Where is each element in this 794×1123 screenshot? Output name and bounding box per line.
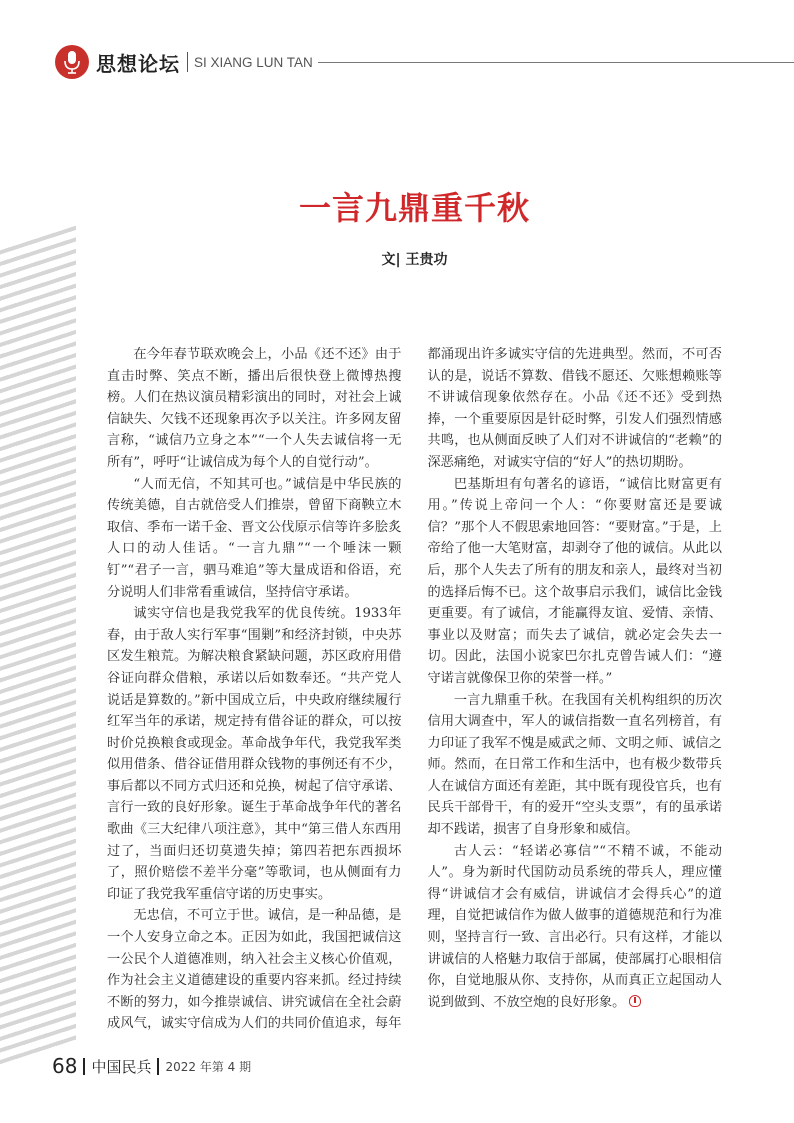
page-footer <box>52 1054 251 1078</box>
article-body <box>107 344 722 1035</box>
article-title: 一言九鼎重千秋 <box>298 189 530 227</box>
paragraph: “人而无信，不知其可也。”诚信是中华民族的传统美德，自古就倍受人们推崇，曾留下商鞅立木取信、季布一诺千金、晋文公伐原示信等许多脍炙人口的动人佳话。“一言九鼎”“一个唾沫一颗钉”“君子一言，驷马难追”等大量成语和俗语，充分说明人们非常看重诚信，坚持信守承诺。 <box>107 476 402 600</box>
article-byline: 文| 王贵功 <box>381 252 448 268</box>
microphone-icon <box>55 45 89 79</box>
paragraph: 在今年春节联欢晚会上，小品《还不还》由于直击时弊、笑点不断，播出后很快登上微博热搜榜。人们在热议演员精彩演出的同时，对社会上诚信缺失、欠钱不还现象再次予以关注。许多网友留言称，“诚信乃立身之本”“一个人失去诚信将一无所有”，呼吁“让诚信成为每个人的自觉行动”。 <box>107 347 402 470</box>
issue-number: 2022 年第 4 期 <box>165 1059 252 1074</box>
page-number: 68 <box>52 1054 78 1078</box>
divider <box>157 1058 159 1075</box>
paragraph: 巴基斯坦有句著名的谚语，“诚信比财富更有用。”传说上帝问一个人：“你要财富还是要诚信？”那个人不假思索地回答：“要财富。”于是，上帝给了他一大笔财富，却剥夺了他的诚信。从此以后，那个人失去了所有的朋友和亲人，最终对当初的选择后悔不已。这个故事启示我们，诚信比金钱更重要。有了诚信，才能赢得友谊、爱情、亲情、事业以及财富；而失去了诚信，就必定会失去一切。因此，法国小说家巴尔扎克曾告诫人们：“遵守诺言就像保卫你的荣誉一样。” <box>427 476 722 686</box>
divider <box>83 1058 85 1075</box>
magazine-name: 中国民兵 <box>91 1057 152 1076</box>
paragraph: 无忠信，不可立于世。诚信，是一种品德，是一个人安身立命之本。正因为如此，我国把诚信这一公民个人道德准则，纳入社会主义核心价值观，作为社会主义道德建设的重要内容来抓。经过持续不断的努力，如今推崇诚信、讲究诚信在全社会蔚成风气，诚实守信成为人们的共同价值追求，每年都涌现出许多诚实守信的先进典型。然而，不可否认的是，说话不算数、借钱不愿还、欠账想赖账等不讲诚信现象依然存在。小品《还不还》受到热捧，一个重要原因是针砭时弊，引发人们强烈情感共鸣，也从侧面反映了人们对不讲诚信的“老赖”的深恶痛绝，对诚实守信的“好人”的热切期盼。 <box>107 347 722 1032</box>
paragraph: 一言九鼎重千秋。在我国有关机构组织的历次信用大调查中，军人的诚信指数一直名列榜首，有力印证了我军不愧是威武之师、文明之师、诚信之师。然而，在日常工作和生活中，也有极少数带兵人在诚信方面还有差距，其中既有现役官兵，也有民兵干部骨干，有的爱开“空头支票”，有的虽承诺却不践诺，损害了自身形象和威信。 <box>427 692 722 838</box>
magazine-end-mark-icon <box>629 995 641 1007</box>
paragraph: 诚实守信也是我党我军的优良传统。1933年春，由于敌人实行军事“围剿”和经济封锁，中央苏区发生粮荒。为解决粮食紧缺问题，苏区政府用借谷证向群众借粮，承诺以后如数奉还。“共产党人说话是算数的。”新中国成立后，中央政府继续履行红军当年的承诺，规定持有借谷证的群众，可以按时价兑换粮食或现金。革命战争年代，我党我军类似用借条、借谷证借用群众钱物的事例还有不少，事后都以不同方式归还和兑换，树起了信守承诺、言行一致的良好形象。诞生于革命战争年代的著名歌曲《三大纪律八项注意》，其中“第三借人东西用过了，当面归还切莫遗失掉；第四若把东西损坏了，照价赔偿不差半分毫”等歌词，也从侧面有力印证了我党我军重信守诺的历史事实。 <box>107 606 402 902</box>
section-title-en: SI XIANG LUN TAN <box>194 54 313 70</box>
section-header <box>55 44 313 80</box>
section-title-cn: 思想论坛 <box>96 51 180 76</box>
paragraph <box>428 841 723 1014</box>
header-rule <box>318 62 794 63</box>
decorative-stripes <box>0 220 76 1070</box>
paragraph-text: 古人云：“轻诺必寡信”“不精不诚，不能动人”。身为新时代国防动员系统的带兵人，理应懂得“讲诚信才会有威信，讲诚信才会得兵心”的道理，自觉把诚信作为做人做事的道德规范和行为准则，坚持言行一致、言出必行。只有这样，才能以讲诚信的人格魅力取信于部属，使部属打心眼相信你，自觉地服从你、支持你，从而真正立起国动人说到做到、不放空炮的良好形象。 <box>427 843 722 1010</box>
divider <box>187 52 188 72</box>
